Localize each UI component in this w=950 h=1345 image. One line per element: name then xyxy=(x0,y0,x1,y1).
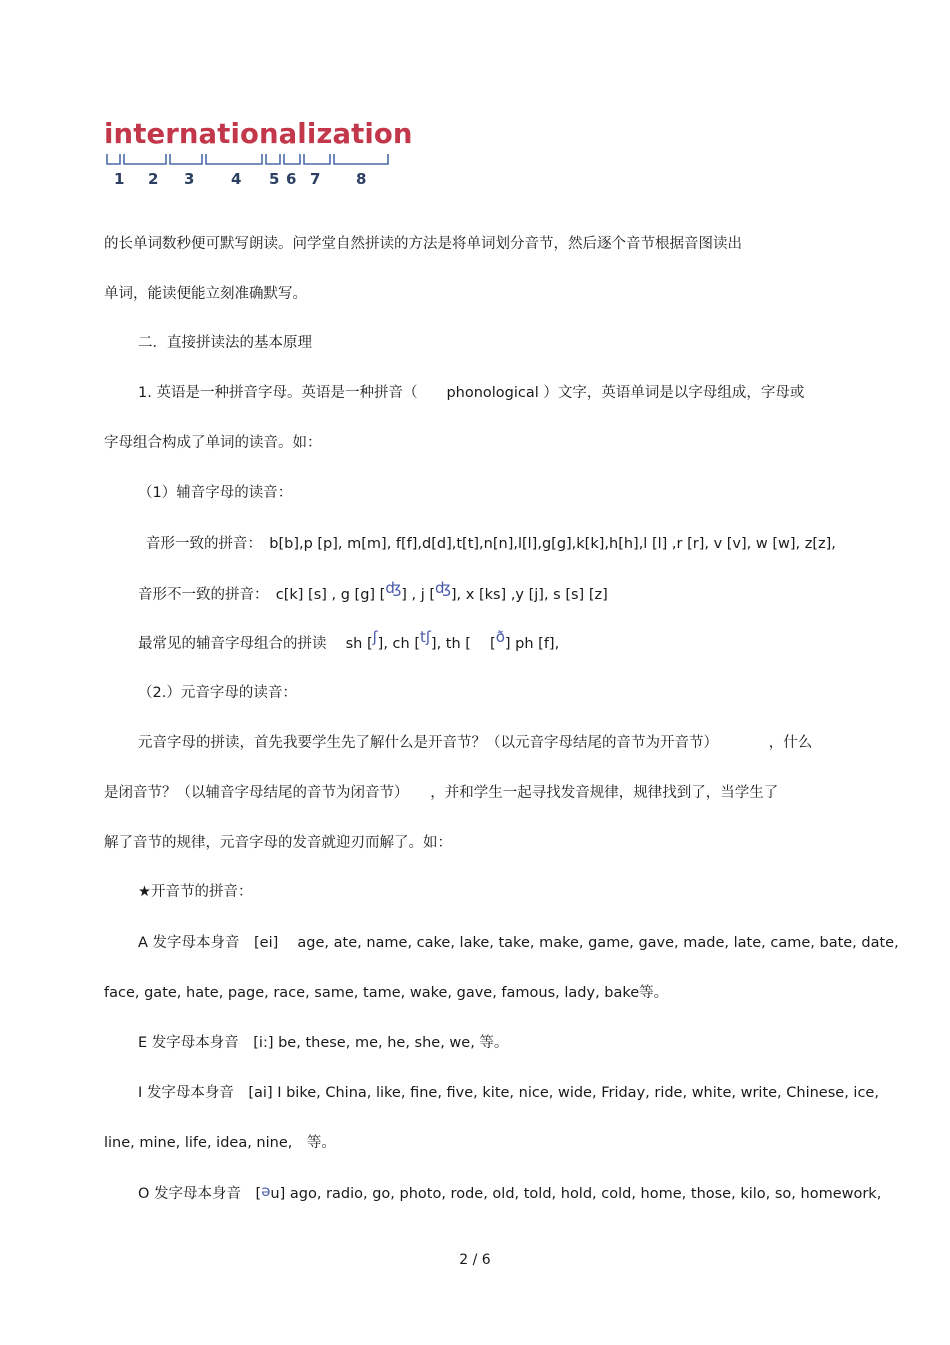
syllable-division-figure xyxy=(104,118,413,198)
text-segment: 音形不一致的拼音： c[k] [s] , g [g] [ xyxy=(138,587,386,603)
paragraph-line: 1. 英语是一种拼音字母。英语是一种拼音（ phonological ）文字，英语单词是以字母组成，字母或 xyxy=(138,385,805,401)
subsection-heading: ★开音节的拼音： xyxy=(138,884,253,900)
section-heading: 二．直接拼读法的基本原理 xyxy=(138,335,312,351)
paragraph-line: 的长单词数秒便可默写朗读。问学堂自然拼读的方法是将单词划分音节，然后逐个音节根据音图读出 xyxy=(104,236,742,252)
text-segment: ], ch [ xyxy=(377,636,420,652)
syllable-numbers xyxy=(104,170,394,192)
paragraph-line xyxy=(138,628,560,654)
paragraph-line: 是闭音节？（以辅音字母结尾的音节为闭音节） ，并和学生一起寻找发音规律，规律找到了，当学生了 xyxy=(104,785,779,801)
paragraph-line: 音形一致的拼音： b[b],p [p], m[m], f[f],d[d],t[t],n[n],l[l],g[g],k[k],h[h],l [l] ,r [r], v [v], w [w], z[z], xyxy=(146,536,836,552)
ipa-symbol: ʤ xyxy=(435,579,451,597)
syllable-number: 5 xyxy=(269,170,280,188)
ipa-symbol: ʤ xyxy=(385,579,402,597)
syllable-brackets xyxy=(104,152,394,168)
syllable-number: 3 xyxy=(184,170,195,188)
syllable-number: 1 xyxy=(114,170,125,188)
paragraph-line xyxy=(138,1183,881,1204)
subsection-heading: （2.）元音字母的读音： xyxy=(138,685,297,701)
syllable-number: 8 xyxy=(356,170,367,188)
page-number: 2 / 6 xyxy=(459,1252,491,1268)
paragraph-line: 元音字母的拼读，首先我要学生先了解什么是开音节？（以元音字母结尾的音节为开音节） ，什么 xyxy=(138,735,813,751)
ipa-symbol: ʃ xyxy=(372,628,378,646)
paragraph-line: E 发字母本身音 [i:] be, these, me, he, she, we, 等。 xyxy=(138,1035,509,1051)
paragraph-line: 单词，能读便能立刻准确默写。 xyxy=(104,286,307,302)
text-segment: 最常见的辅音字母组合的拼读 sh [ xyxy=(138,636,373,652)
ipa-symbol: ð xyxy=(495,628,505,646)
text-segment: ] , j [ xyxy=(401,587,435,603)
paragraph-line: 字母组合构成了单词的读音。如： xyxy=(104,435,322,451)
ipa-symbol: tʃ xyxy=(419,628,431,646)
paragraph-line: A 发字母本身音 [ei] age, ate, name, cake, lake, take, make, game, gave, made, late, came, bate, date, xyxy=(138,935,899,951)
paragraph-line: I 发字母本身音 [ai] I bike, China, like, fine, five, kite, nice, wide, Friday, ride, white, write, Chinese, ice, xyxy=(138,1085,879,1101)
figure-word: internationalization xyxy=(104,118,413,150)
paragraph-line: face, gate, hate, page, race, same, tame, wake, gave, famous, lady, bake等。 xyxy=(104,985,669,1001)
syllable-number: 6 xyxy=(286,170,297,188)
text-segment: ], x [ks] ,y [j], s [s] [z] xyxy=(450,587,608,603)
text-segment: ] ph [f], xyxy=(504,636,560,652)
syllable-number: 7 xyxy=(310,170,321,188)
paragraph-line: 解了音节的规律，元音字母的发音就迎刃而解了。如： xyxy=(104,835,452,851)
syllable-number: 2 xyxy=(148,170,159,188)
subsection-heading: （1）辅音字母的读音： xyxy=(138,485,293,501)
paragraph-line: line, mine, life, idea, nine, 等。 xyxy=(104,1135,336,1151)
syllable-number: 4 xyxy=(231,170,242,188)
paragraph-line xyxy=(138,579,608,605)
ipa-symbol: ə xyxy=(261,1182,271,1200)
text-segment: ], th [ [ xyxy=(430,636,496,652)
text-segment: O 发字母本身音 [ xyxy=(138,1186,262,1202)
text-segment: u] ago, radio, go, photo, rode, old, told, hold, cold, home, those, kilo, so, homework, xyxy=(270,1186,882,1202)
